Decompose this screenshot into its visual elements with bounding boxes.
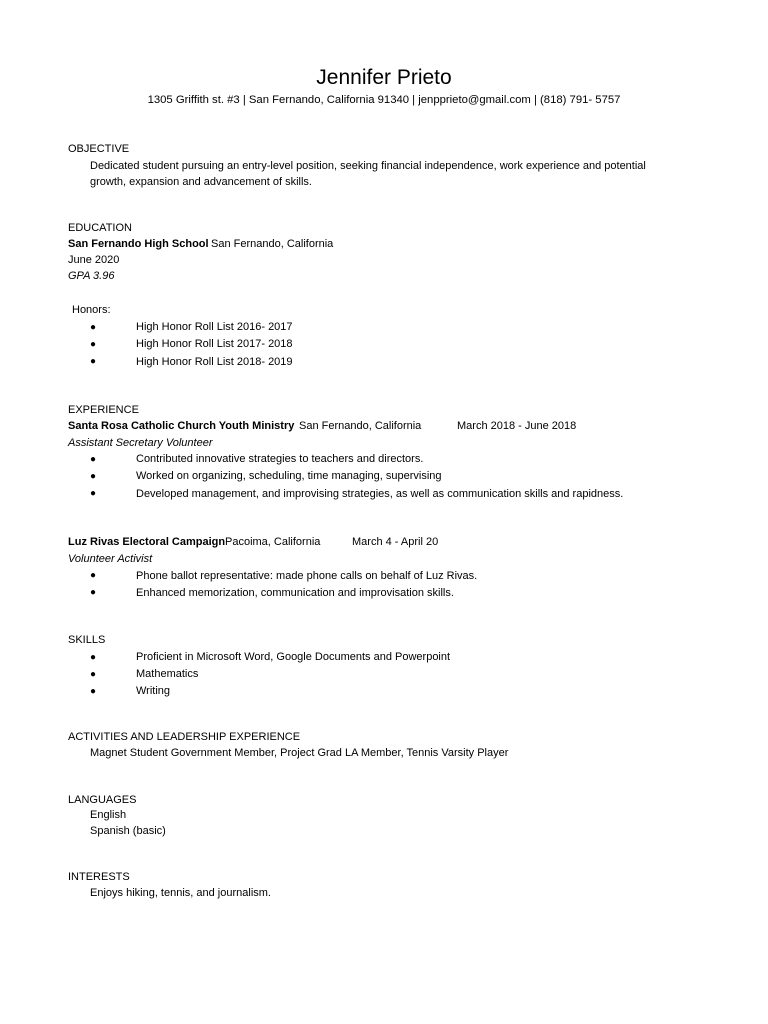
contact-line: 1305 Griffith st. #3 | San Fernando, California 91340 | jenpprieto@gmail.com | (818) 791- 5757 bbox=[147, 94, 621, 106]
bullet-icon: ● bbox=[90, 488, 97, 499]
bullet-icon: ● bbox=[90, 322, 97, 333]
graduation-date: June 2020 bbox=[68, 254, 120, 266]
job-1-bullet: Developed management, and improvising strategies, as well as communication skills and rapidness. bbox=[136, 488, 624, 500]
bullet-icon: ● bbox=[90, 652, 97, 663]
skill-item: Proficient in Microsoft Word, Google Documents and Powerpoint bbox=[136, 651, 451, 663]
school-location: San Fernando, California bbox=[211, 238, 334, 250]
job-1-bullet: Contributed innovative strategies to teachers and directors. bbox=[136, 453, 424, 465]
job-2-org: Luz Rivas Electoral Campaign bbox=[68, 536, 226, 548]
job-2-location: Pacoima, California bbox=[225, 536, 321, 548]
skill-item: Mathematics bbox=[136, 668, 199, 680]
job-1-role: Assistant Secretary Volunteer bbox=[68, 437, 213, 449]
job-2-dates: March 4 - April 20 bbox=[352, 536, 439, 548]
experience-heading: EXPERIENCE bbox=[68, 404, 139, 416]
activities-text: Magnet Student Government Member, Project Grad LA Member, Tennis Varsity Player bbox=[90, 747, 509, 759]
interests-text: Enjoys hiking, tennis, and journalism. bbox=[90, 887, 271, 899]
language-item: English bbox=[90, 809, 127, 821]
job-2-role: Volunteer Activist bbox=[68, 553, 153, 565]
language-item: Spanish (basic) bbox=[90, 825, 166, 837]
bullet-icon: ● bbox=[90, 686, 97, 697]
resume-name: Jennifer Prieto bbox=[316, 66, 452, 89]
objective-line-1: Dedicated student pursuing an entry-level position, seeking financial independence, work experience and potential bbox=[90, 160, 646, 172]
bullet-icon: ● bbox=[90, 471, 97, 482]
skill-item: Writing bbox=[136, 685, 171, 697]
job-1-location: San Fernando, California bbox=[299, 420, 422, 432]
bullet-icon: ● bbox=[90, 587, 97, 598]
honors-label: Honors: bbox=[72, 304, 111, 316]
job-1-org: Santa Rosa Catholic Church Youth Ministry bbox=[68, 420, 295, 432]
objective-heading: OBJECTIVE bbox=[68, 143, 130, 155]
honor-item: High Honor Roll List 2018- 2019 bbox=[136, 356, 293, 368]
languages-heading: LANGUAGES bbox=[68, 794, 137, 806]
bullet-icon: ● bbox=[90, 669, 97, 680]
bullet-icon: ● bbox=[90, 454, 97, 465]
honor-item: High Honor Roll List 2017- 2018 bbox=[136, 338, 293, 350]
job-1-bullet: Worked on organizing, scheduling, time managing, supervising bbox=[136, 470, 442, 482]
skills-heading: SKILLS bbox=[68, 634, 106, 646]
gpa: GPA 3.96 bbox=[68, 270, 115, 282]
job-1-dates: March 2018 - June 2018 bbox=[457, 420, 577, 432]
activities-heading: ACTIVITIES AND LEADERSHIP EXPERIENCE bbox=[68, 731, 301, 743]
job-2-bullet: Enhanced memorization, communication and improvisation skills. bbox=[136, 587, 454, 599]
school-name: San Fernando High School bbox=[68, 238, 209, 250]
education-heading: EDUCATION bbox=[68, 222, 132, 234]
bullet-icon: ● bbox=[90, 570, 97, 581]
job-2-bullet: Phone ballot representative: made phone calls on behalf of Luz Rivas. bbox=[136, 570, 478, 582]
bullet-icon: ● bbox=[90, 356, 97, 367]
bullet-icon: ● bbox=[90, 339, 97, 350]
honor-item: High Honor Roll List 2016- 2017 bbox=[136, 321, 293, 333]
interests-heading: INTERESTS bbox=[68, 871, 130, 883]
objective-line-2: growth, expansion and advancement of skills. bbox=[90, 176, 312, 188]
